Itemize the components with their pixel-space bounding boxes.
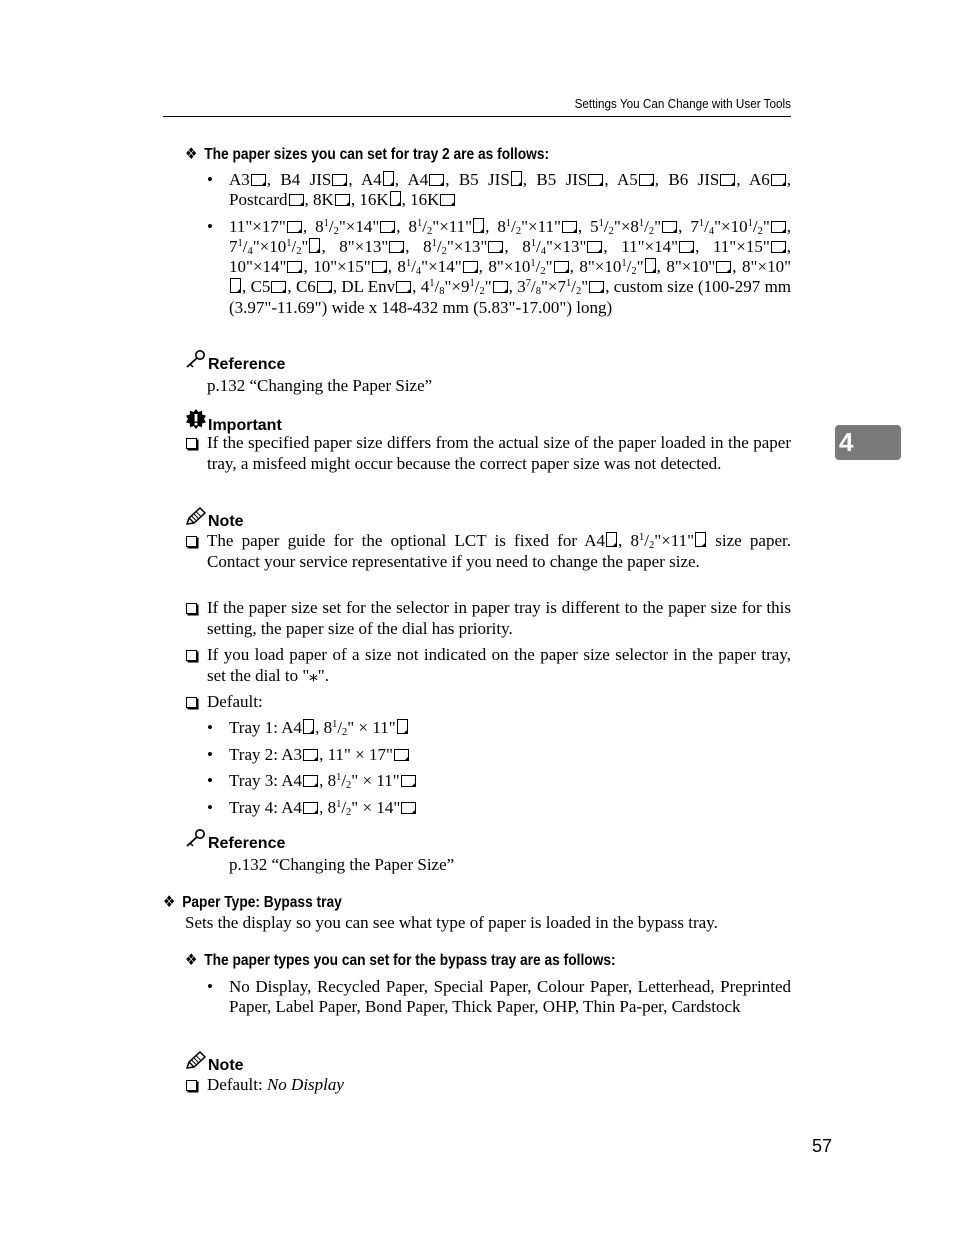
portrait-orientation-icon [606,532,617,547]
landscape-orientation-icon [562,221,577,233]
reference-label: Reference [185,349,285,374]
landscape-orientation-icon [380,221,395,233]
list-item: • 11"×17" , $8^1/_2"\times 14$" , $8^1/_2"\times 11$" , $8^1/_2"\times 11$" , $5^1/_2"\times 8^1/_2$" , $7^1/_4"\times 10^1/_2$" , $7^1/_4"\times 10^1/_2$" , 8"×13" , $8^1/_2"\times 13$" , $8^1/_4"\times 13$" , 11"×14" , 11"×15" , 10"×14" , 10"×15" , $8^1/_4"\times 14$" , $8"\times 10^1/_2$" , $8"\times 10^1/_2$" , 8"×10" , 8"×10", C5 , C6 , DL Env , $4^1/_8"\times 9^1/_2$" , $3^7/_8"\times 7^1/_2$" , custom size (100-297 mm (3.97"-11.69") wide x 148-432 mm (5.83"-17.00") long) [207,217,791,318]
landscape-orientation-icon [429,174,444,186]
default-tray-list [207,718,417,824]
list-item: • No Display, Recycled Paper, Special Paper, Colour Paper, Letterhead, Preprinted Paper, Label Paper, Bond Paper, Thick Paper, OHP, Thin Pa-per, Cardstock [207,977,791,1018]
landscape-orientation-icon [372,261,387,273]
portrait-orientation-icon [309,238,320,253]
page-number: 57 [812,1136,833,1156]
landscape-orientation-icon [554,261,569,273]
portrait-orientation-icon [511,171,522,186]
landscape-orientation-icon [589,281,604,293]
landscape-orientation-icon [440,194,455,206]
landscape-orientation-icon [332,174,347,186]
diamond-bullet-icon: ❖ [163,894,176,911]
landscape-orientation-icon [389,241,404,253]
note-item: The paper guide for the optional LCT is fixed for A4 , $8^1/_2"\times 11$" size paper. Contact your service representative if you need to change the paper size. [185,531,791,572]
landscape-orientation-icon [317,281,332,293]
list-item: • Tray 4: A4 , $8^1/_2$" × 14" [207,798,417,825]
landscape-orientation-icon [396,281,411,293]
landscape-orientation-icon [639,174,654,186]
important-label: Important [185,409,282,435]
important-item: If the specified paper size differs from the actual size of the paper loaded in the paper tray, a misfeed might occur because the correct paper size was not detected. [185,433,791,474]
portrait-orientation-icon [303,719,314,734]
list-item: • Tray 1: A4 , $8^1/_2$" × 11" [207,718,417,745]
landscape-orientation-icon [463,261,478,273]
portrait-orientation-icon [397,719,408,734]
reference-link[interactable]: p.132 “Changing the Paper Size” [207,376,433,395]
landscape-orientation-icon [771,221,786,233]
reference-label: Reference [185,828,285,853]
landscape-orientation-icon [287,261,302,273]
portrait-orientation-icon [230,278,241,293]
portrait-orientation-icon [390,191,401,206]
list-item: • Tray 3: A4 , $8^1/_2$" × 11" [207,771,417,798]
portrait-orientation-icon [695,532,706,547]
landscape-orientation-icon [588,174,603,186]
landscape-orientation-icon [771,241,786,253]
default-value: No Display [266,1075,344,1094]
landscape-orientation-icon [716,261,731,273]
note-item: Default: [185,692,791,713]
landscape-orientation-icon [303,802,318,814]
note-pencil-icon [185,1051,207,1075]
landscape-orientation-icon [251,174,266,186]
landscape-orientation-icon [493,281,508,293]
portrait-orientation-icon [473,218,484,233]
landscape-orientation-icon [303,775,318,787]
diamond-bullet-icon: ❖ [185,952,198,969]
list-item: • Tray 2: A3 , 11" × 17" [207,745,417,772]
note-pencil-icon [185,507,207,531]
bypass-type-list [207,977,791,1018]
landscape-orientation-icon [303,749,318,761]
header-rule [163,116,791,117]
portrait-orientation-icon [383,171,394,186]
bypass-types-heading: ❖ The paper types you can set for the bypass tray are as follows: [185,952,616,969]
landscape-orientation-icon [587,241,602,253]
reference-link[interactable]: p.132 “Changing the Paper Size” [229,855,455,874]
note-label: Note [185,507,244,531]
list-item: • A3 , B4 JIS , A4 , A4 , B5 JIS , B5 JIS , A5 , B6 JIS , A6 , Postcard , 8K , 16K , 16K [207,170,791,211]
note-item: Default: No Display [185,1075,791,1096]
landscape-orientation-icon [488,241,503,253]
chapter-tab: 4 [835,425,901,460]
landscape-orientation-icon [401,775,416,787]
landscape-orientation-icon [771,174,786,186]
running-header: Settings You Can Change with User Tools [574,96,791,111]
landscape-orientation-icon [335,194,350,206]
landscape-orientation-icon [289,194,304,206]
note-label: Note [185,1051,244,1075]
landscape-orientation-icon [662,221,677,233]
reference-key-icon [185,349,207,374]
note-item: If you load paper of a size not indicated on the paper size selector in the paper tray, set the dial to "⁎". [185,645,791,686]
paper-type-heading: ❖ Paper Type: Bypass tray [163,894,342,911]
tray2-size-list [207,170,791,318]
landscape-orientation-icon [394,749,409,761]
landscape-orientation-icon [287,221,302,233]
paper-type-description: Sets the display so you can see what type of paper is loaded in the bypass tray. [185,913,718,932]
landscape-orientation-icon [401,802,416,814]
landscape-orientation-icon [271,281,286,293]
landscape-orientation-icon [679,241,694,253]
important-badge-icon [185,409,207,435]
landscape-orientation-icon [720,174,735,186]
note-item: If the paper size set for the selector in paper tray is different to the paper size for this setting, the paper size of the dial has priority. [185,598,791,639]
tray2-sizes-heading: ❖ The paper sizes you can set for tray 2 are as follows: [185,146,550,163]
diamond-bullet-icon: ❖ [185,146,198,163]
portrait-orientation-icon [645,258,656,273]
reference-key-icon [185,828,207,853]
